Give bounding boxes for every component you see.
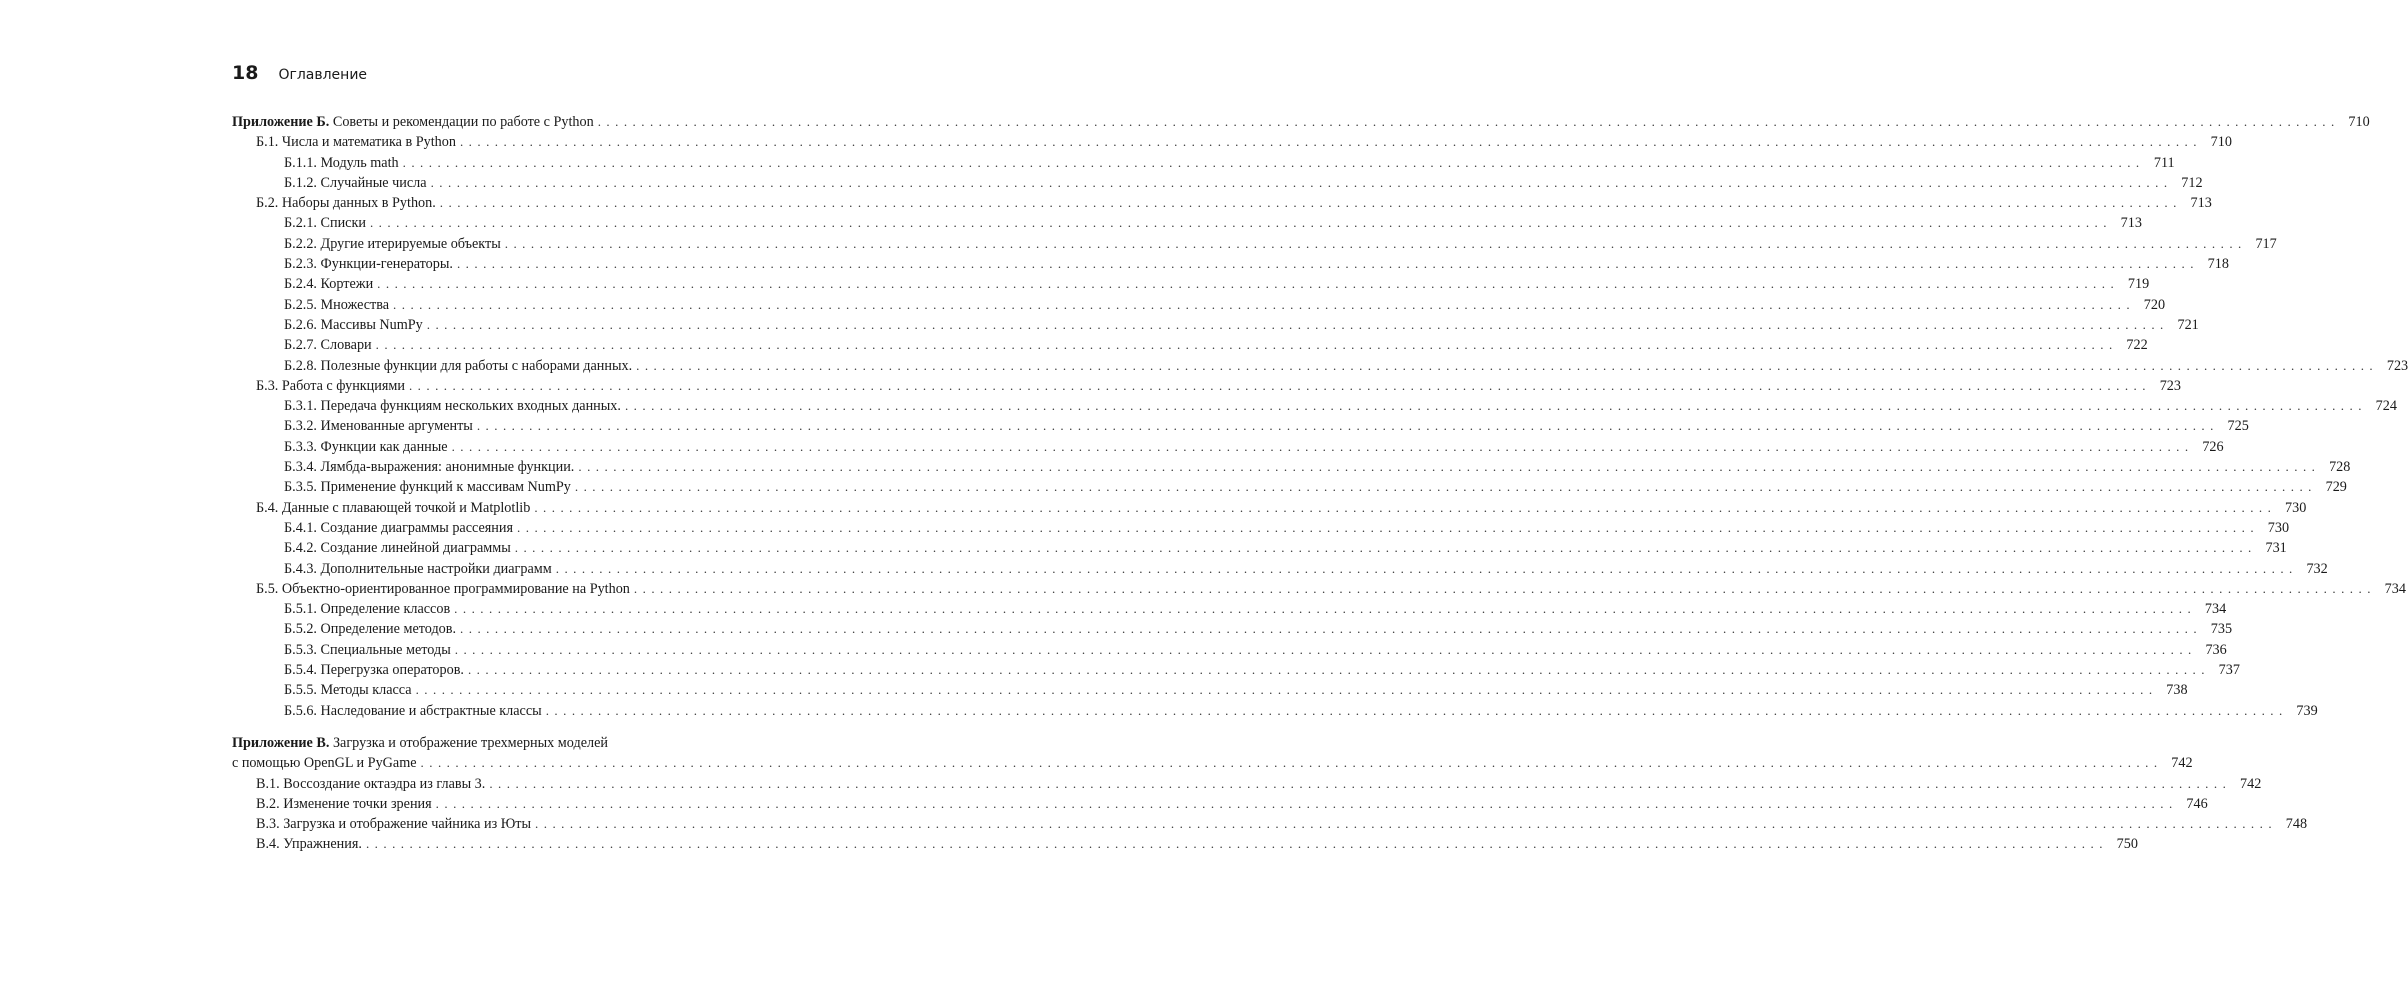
toc-appendix-v-line1[interactable] [232,733,767,753]
leader-dots: ........................................................................................................................................................................................................ [459,134,2202,150]
toc-page-number: 724 [2375,398,2397,415]
toc-entry[interactable] [232,132,2232,152]
toc-entry-title: В.1. Воссоздание октаэдра из главы 3. [256,775,486,792]
toc-entry-title: Б.3.1. Передача функциям нескольких входных данных. [284,398,621,415]
toc-page-number: 721 [2177,316,2199,333]
toc-entry-title: Б.1. Числа и математика в Python [256,134,456,151]
toc-entry-title: Б.2.6. Массивы NumPy [284,316,423,333]
toc-page-number: 738 [2166,682,2188,699]
leader-dots: ........................................................................................................................................................................................................ [517,519,2260,535]
toc-entry[interactable] [232,234,2277,254]
toc-entry[interactable] [232,173,2203,193]
toc-page-number: 713 [2190,195,2212,212]
leader-dots: ........................................................................................................................................................................................................ [624,398,2367,414]
leader-dots: ........................................................................................................................................................................................................ [451,438,2194,454]
toc-entry[interactable] [232,834,2138,854]
toc-page-number: 720 [2143,296,2166,313]
leader-dots: ........................................................................................................................................................................................................ [393,296,2136,312]
toc-page-number: 718 [2207,256,2229,273]
toc-page-number: 730 [2267,519,2290,536]
leader-dots: ........................................................................................................................................................................................................ [375,337,2118,353]
leader-dots: ........................................................................................................................................................................................................ [467,662,2210,678]
leader-dots: ........................................................................................................................................................................................................ [574,479,2317,495]
toc-entry-title: Б.5.6. Наследование и абстрактные классы [284,702,542,719]
toc-entry-title: Б.5. Объектно-ориентированное программирование на Python [256,580,630,597]
toc-entry-title: Б.5.4. Перегрузка операторов. [284,662,464,679]
toc-page-number: 710 [2210,134,2232,151]
leader-dots: ........................................................................................................................................................................................................ [514,540,2257,556]
leader-dots: ........................................................................................................................................................................................................ [377,276,2120,292]
leader-dots: ........................................................................................................................................................................................................ [430,174,2173,190]
toc-page-number: 750 [2116,836,2138,853]
toc-entry[interactable] [232,335,2148,355]
toc-entry[interactable] [232,498,2307,518]
leader-dots: ........................................................................................................................................................................................................ [426,316,2169,332]
toc-entry-title: Б.4.2. Создание линейной диаграммы [284,540,511,557]
toc-page-number: 742 [2171,755,2193,772]
appendix-title: Загрузка и отображение трехмерных моделей [332,734,608,751]
toc-entry[interactable] [232,315,2199,335]
toc-entry-title: Б.3.5. Применение функций к массивам NumPy [284,479,571,496]
toc-entry-title: В.3. Загрузка и отображение чайника из Юты [256,816,532,833]
toc-entry-title: Б.3.3. Функции как данные [284,438,448,455]
toc-page-number: 746 [2186,795,2208,812]
toc-entry[interactable] [232,774,2262,794]
leader-dots: ........................................................................................................................................................................................................ [633,580,2376,596]
leader-dots: ........................................................................................................................................................................................................ [534,499,2277,515]
table-of-contents [232,112,2408,855]
toc-entry[interactable] [232,619,2233,639]
toc-entry-title: Б.3. Работа с функциями [256,377,405,394]
leader-dots: ........................................................................................................................................................................................................ [454,601,2197,617]
leader-dots: ........................................................................................................................................................................................................ [545,702,2288,718]
toc-page-number: 710 [2348,114,2370,130]
toc-entry-title: Б.4.1. Создание диаграммы рассеяния [284,519,514,536]
leader-dots: ........................................................................................................................................................................................................ [535,816,2278,832]
toc-page-number: 735 [2210,621,2233,638]
toc-entry-title: Б.2.3. Функции-генераторы. [284,256,453,273]
toc-entry[interactable] [232,213,2142,233]
toc-page-number: 717 [2255,235,2277,252]
toc-entry[interactable] [232,660,2240,680]
toc-entry[interactable] [232,559,2328,579]
leader-dots: ........................................................................................................................................................................................................ [435,795,2178,811]
toc-entry[interactable] [232,153,2175,173]
page-number: 18 [232,62,259,84]
toc-entry[interactable] [232,477,2347,497]
toc-entry-title: Б.2.4. Кортежи [284,276,374,293]
appendix-title: Советы и рекомендации по работе с Python [332,114,594,130]
toc-page-number: 723 [2159,377,2181,394]
toc-entry[interactable] [232,599,2227,619]
running-title: Оглавление [278,67,368,83]
toc-entry-title: В.2. Изменение точки зрения [256,795,432,812]
toc-page-number: 712 [2181,174,2203,191]
toc-page-number: 723 [2386,357,2408,374]
toc-entry[interactable] [232,193,2212,213]
leader-dots: ........................................................................................................................................................................................................ [365,836,2108,852]
toc-entry-title: Б.2.7. Словари [284,337,372,354]
toc-page-number: 732 [2306,560,2328,577]
toc-page-number: 748 [2285,816,2308,833]
toc-entry-title: Б.1.2. Случайные числа [284,174,427,191]
leader-dots: ........................................................................................................................................................................................................ [460,621,2203,637]
leader-dots: ........................................................................................................................................................................................................ [504,235,2247,251]
toc-entry[interactable] [232,640,2227,660]
toc-entry-title: Б.5.5. Методы класса [284,682,412,699]
toc-entry-title: Б.5.2. Определение методов. [284,621,457,638]
toc-page-number: 729 [2325,479,2347,496]
appendix-label: Приложение В. [232,734,330,751]
section-gap [232,721,767,733]
leader-dots: ........................................................................................................................................................................................................ [402,154,2145,170]
toc-entry[interactable] [232,416,2249,436]
toc-entry-title: Б.2. Наборы данных в Python. [256,195,436,212]
toc-page-number: 719 [2127,276,2150,293]
leader-dots: ........................................................................................................................................................................................................ [439,195,2182,211]
toc-page-number: 728 [2329,459,2351,476]
appendix-label: Приложение Б. [232,114,330,130]
toc-entry[interactable] [232,376,2181,396]
toc-entry-title: Б.2.1. Списки [284,215,366,232]
toc-entry[interactable] [232,701,2318,721]
toc-page-number: 726 [2202,438,2224,455]
toc-page-number: 737 [2218,662,2240,679]
toc-entry-title: Б.1.1. Модуль math [284,154,399,171]
toc-entry[interactable] [232,579,2406,599]
leader-dots: ........................................................................................................................................................................................................ [597,114,2340,129]
leader-dots: ........................................................................................................................................................................................................ [476,418,2219,434]
leader-dots: ........................................................................................................................................................................................................ [454,641,2197,657]
toc-page-number: 725 [2227,418,2249,435]
appendix-b-entries [232,132,2408,721]
leader-dots: ........................................................................................................................................................................................................ [415,682,2158,698]
leader-dots: ........................................................................................................................................................................................................ [578,459,2321,475]
toc-entry[interactable] [232,680,2188,700]
leader-dots: ........................................................................................................................................................................................................ [636,357,2379,373]
toc-entry-title: Б.2.2. Другие итерируемые объекты [284,235,501,252]
toc-entry-title: Б.5.3. Специальные методы [284,641,451,658]
toc-page-number: 713 [2120,215,2142,232]
toc-entry[interactable] [232,538,2287,558]
toc-page-number: 731 [2265,540,2287,557]
toc-entry-title: Б.2.5. Множества [284,296,390,313]
leader-dots: ........................................................................................................................................................................................................ [420,755,2163,771]
leader-dots: ........................................................................................................................................................................................................ [489,775,2232,791]
toc-appendix-b[interactable] [232,112,2370,132]
leader-dots: ........................................................................................................................................................................................................ [408,377,2151,393]
toc-entry[interactable] [232,356,2408,376]
toc-entry-title: Б.3.2. Именованные аргументы [284,418,473,435]
leader-dots: ........................................................................................................................................................................................................ [369,215,2112,231]
toc-entry-title: Б.5.1. Определение классов [284,601,451,618]
toc-entry-title [232,112,594,132]
toc-entry[interactable] [232,457,2351,477]
toc-page-number: 736 [2205,641,2227,658]
toc-entry[interactable] [232,274,2150,294]
toc-entry[interactable] [232,794,2208,814]
toc-entry-title: Б.4. Данные с плавающей точкой и Matplotlib [256,499,531,516]
appendix-title-cont: с помощью OpenGL и PyGame [232,755,417,772]
toc-entry-title: Б.2.8. Полезные функции для работы с наборами данных. [284,357,633,374]
toc-page-number: 739 [2296,702,2318,719]
toc-entry[interactable] [232,437,2224,457]
toc-entry[interactable] [232,396,2397,416]
toc-entry-title: Б.4.3. Дополнительные настройки диаграмм [284,560,552,577]
leader-dots: ........................................................................................................................................................................................................ [456,256,2199,272]
toc-entry-title: Б.3.4. Лямбда-выражения: анонимные функции. [284,459,575,476]
toc-page-number: 734 [2384,580,2406,597]
toc-page-number: 711 [2153,154,2175,171]
toc-entry[interactable] [232,814,2308,834]
toc-appendix-v-line2[interactable] [232,753,2193,773]
toc-page-number: 722 [2126,337,2148,354]
toc-entry[interactable] [232,254,2229,274]
leader-dots: ........................................................................................................................................................................................................ [555,560,2298,576]
toc-page-number: 730 [2285,499,2307,516]
toc-entry[interactable] [232,295,2166,315]
toc-page-number: 742 [2240,775,2262,792]
toc-entry[interactable] [232,518,2290,538]
toc-page-number: 734 [2204,601,2227,618]
toc-entry-title: В.4. Упражнения. [256,836,362,853]
appendix-v-entries [232,774,2308,855]
running-head [232,62,367,84]
